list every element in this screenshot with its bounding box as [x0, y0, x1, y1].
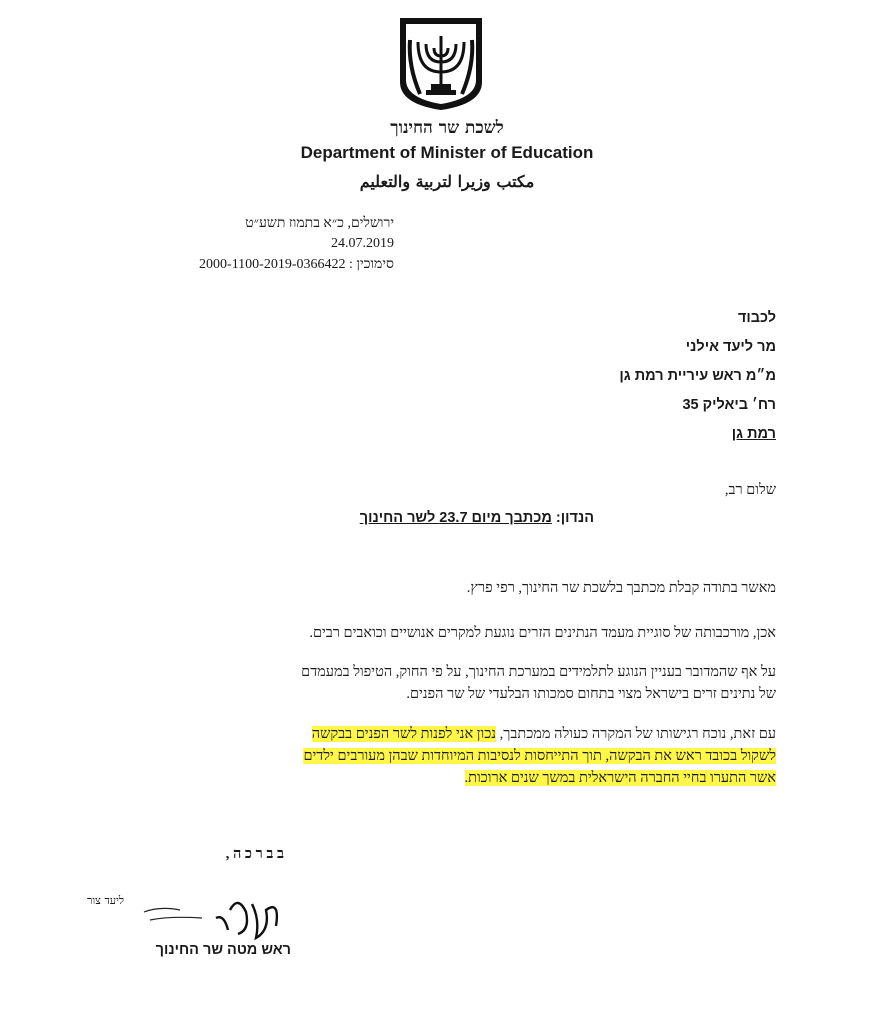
paragraph-4-plain: עם זאת, נוכח רגישותו של המקרה כעולה ממכתבך,: [499, 726, 776, 742]
subject-line: [360, 510, 594, 526]
paragraph-3-line-1: על אף שהמדובר בעניין הנוגע לתלמידים במערכת החינוך, על פי החוק, הטיפול במעמדם: [301, 664, 776, 680]
subject-text: מכתבך מיום 23.7 לשר החינוך: [359, 510, 552, 526]
paragraph-2: אכן, מורכבותה של סוגיית מעמד הנתינים הזרים נוגעת למקרים אנושיים וכואבים רבים.: [309, 625, 776, 641]
office-name-hebrew: לשכת שר החינוך: [390, 118, 504, 138]
paragraph-4-line-1: [312, 726, 776, 743]
subject-label: הנדון:: [555, 510, 594, 526]
reference-line: [199, 257, 394, 273]
office-name-english: Department of Minister of Education: [300, 143, 594, 162]
paragraph-3-line-2: של נתינים זרים בישראל מצוי בתחום סמכותו הבלעדי של שר הפנים.: [406, 686, 776, 702]
paragraph-4-highlight-2: לשקול בכובד ראש את הבקשה, תוך התייחסות לנסיבות המיוחדות שבהן מעורבים ילדים: [303, 748, 776, 764]
recipient-name: מר ליעד אילני: [685, 339, 776, 355]
recipient-honor: לכבוד: [737, 310, 776, 326]
paragraph-4-line-2: [303, 748, 776, 765]
paragraph-1: מאשר בתודה קבלת מכתבך בלשכת שר החינוך, רפי פרץ.: [466, 580, 776, 596]
date-hebrew: ירושלים, כ״א בתמוז תשע״ט: [245, 216, 394, 231]
paragraph-4-highlight-1: נכון אני לפנות לשר הפנים בבקשה: [311, 726, 496, 742]
date-gregorian: 24.07.2019: [331, 236, 394, 251]
signature-title: ראש מטה שר החינוך: [155, 942, 291, 958]
office-name-arabic: مكتب وزيرا لتربية والتعليم: [359, 172, 535, 191]
state-emblem-icon: [396, 16, 486, 112]
signature-name: ליעד צור: [86, 894, 124, 907]
recipient-title: מ״מ ראש עיריית רמת גן: [619, 368, 776, 384]
reference-label: סימוכין :: [349, 257, 394, 272]
paragraph-4-line-3: [465, 770, 777, 787]
recipient-city: רמת גן: [731, 426, 776, 442]
closing: ב ב ר כ ה ,: [225, 846, 284, 862]
reference-number: 2000-1100-2019-0366422: [199, 257, 346, 272]
recipient-street: רח׳ ביאליק 35: [682, 397, 776, 413]
greeting: שלום רב,: [724, 482, 776, 498]
paragraph-4-highlight-3: אשר התערו בחיי החברה הישראלית במשך שנים ארוכות.: [464, 770, 776, 786]
